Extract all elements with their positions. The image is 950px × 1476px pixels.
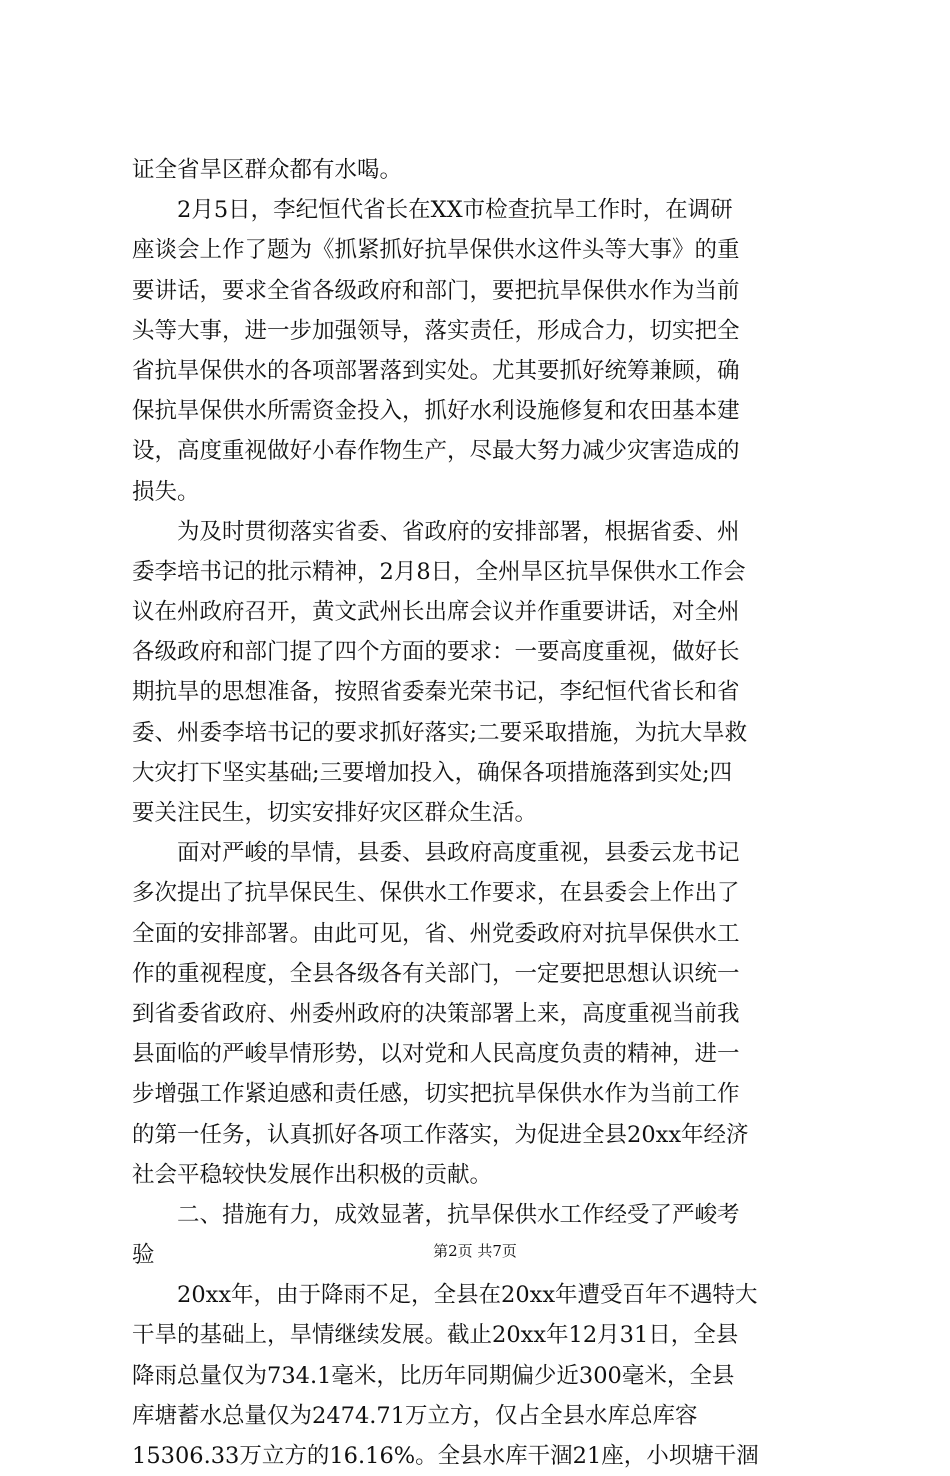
text-line: 社会平稳较快发展作出积极的贡献。 <box>132 1161 493 1188</box>
text-line: 县面临的严峻旱情形势，以对党和人民高度负责的精神，进一 <box>132 1041 740 1068</box>
text-line: 降雨总量仅为734.1毫米，比历年同期偏少近300毫米，全县 <box>132 1362 735 1389</box>
text-line: 库塘蓄水总量仅为2474.71万立方，仅占全县水库总库容 <box>132 1402 698 1429</box>
text-line: 证全省旱区群众都有水喝。 <box>132 157 403 183</box>
text-line: 要讲话，要求全省各级政府和部门，要把抗旱保供水作为当前 <box>132 277 740 304</box>
text-line: 省抗旱保供水的各项部署落到实处。尤其要抓好统筹兼顾，确 <box>132 357 740 384</box>
text-line: 保抗旱保供水所需资金投入，抓好水利设施修复和农田基本建 <box>132 398 740 425</box>
text-line: 委、州委李培书记的要求抓好落实;二要采取措施，为抗大旱救 <box>132 719 748 746</box>
text-line: 为及时贯彻落实省委、省政府的安排部署，根据省委、州 <box>132 518 740 545</box>
text-line: 到省委省政府、州委州政府的决策部署上来，高度重视当前我 <box>132 1000 740 1027</box>
text-line: 各级政府和部门提了四个方面的要求：一要高度重视，做好长 <box>132 639 740 666</box>
text-line: 15306.33万立方的16.16%。全县水库干涸21座，小坝塘干涸 <box>132 1443 759 1469</box>
text-line: 干旱的基础上，旱情继续发展。截止20xx年12月31日，全县 <box>132 1322 739 1349</box>
section-heading: 验 <box>132 1242 155 1269</box>
text-line: 座谈会上作了题为《抓紧抓好抗旱保供水这件头等大事》的重 <box>132 237 740 264</box>
text-line: 面对严峻的旱情，县委、县政府高度重视，县委云龙书记 <box>132 840 740 867</box>
text-line: 委李培书记的批示精神，2月8日，全州旱区抗旱保供水工作会 <box>132 558 746 585</box>
text-line: 大灾打下坚实基础;三要增加投入，确保各项措施落到实处;四 <box>132 759 733 786</box>
text-line: 损失。 <box>132 478 200 505</box>
text-line: 多次提出了抗旱保民生、保供水工作要求，在县委会上作出了 <box>132 880 740 907</box>
text-line: 的第一任务，认真抓好各项工作落实，为促进全县20xx年经济 <box>132 1121 749 1148</box>
page-number-label: 第2页 共7页 <box>433 1242 517 1260</box>
section-heading: 二、措施有力，成效显著，抗旱保供水工作经受了严峻考 <box>132 1201 740 1228</box>
page-footer <box>0 1241 950 1261</box>
text-line: 20xx年，由于降雨不足，全县在20xx年遭受百年不遇特大 <box>132 1282 758 1309</box>
text-line: 步增强工作紧迫感和责任感，切实把抗旱保供水作为当前工作 <box>132 1081 740 1108</box>
text-line: 头等大事，进一步加强领导，落实责任，形成合力，切实把全 <box>132 317 740 344</box>
text-line: 议在州政府召开，黄文武州长出席会议并作重要讲话，对全州 <box>132 599 740 626</box>
text-line: 期抗旱的思想准备，按照省委秦光荣书记，李纪恒代省长和省 <box>132 679 740 706</box>
text-line: 要关注民生，切实安排好灾区群众生活。 <box>132 800 538 826</box>
text-line: 设，高度重视做好小春作物生产，尽最大努力减少灾害造成的 <box>132 438 740 465</box>
body-text <box>132 150 822 1476</box>
text-line: 2月5日，李纪恒代省长在XX市检查抗旱工作时，在调研 <box>132 197 733 224</box>
text-line: 作的重视程度，全县各级各有关部门，一定要把思想认识统一 <box>132 960 740 987</box>
text-line: 全面的安排部署。由此可见，省、州党委政府对抗旱保供水工 <box>132 920 740 947</box>
